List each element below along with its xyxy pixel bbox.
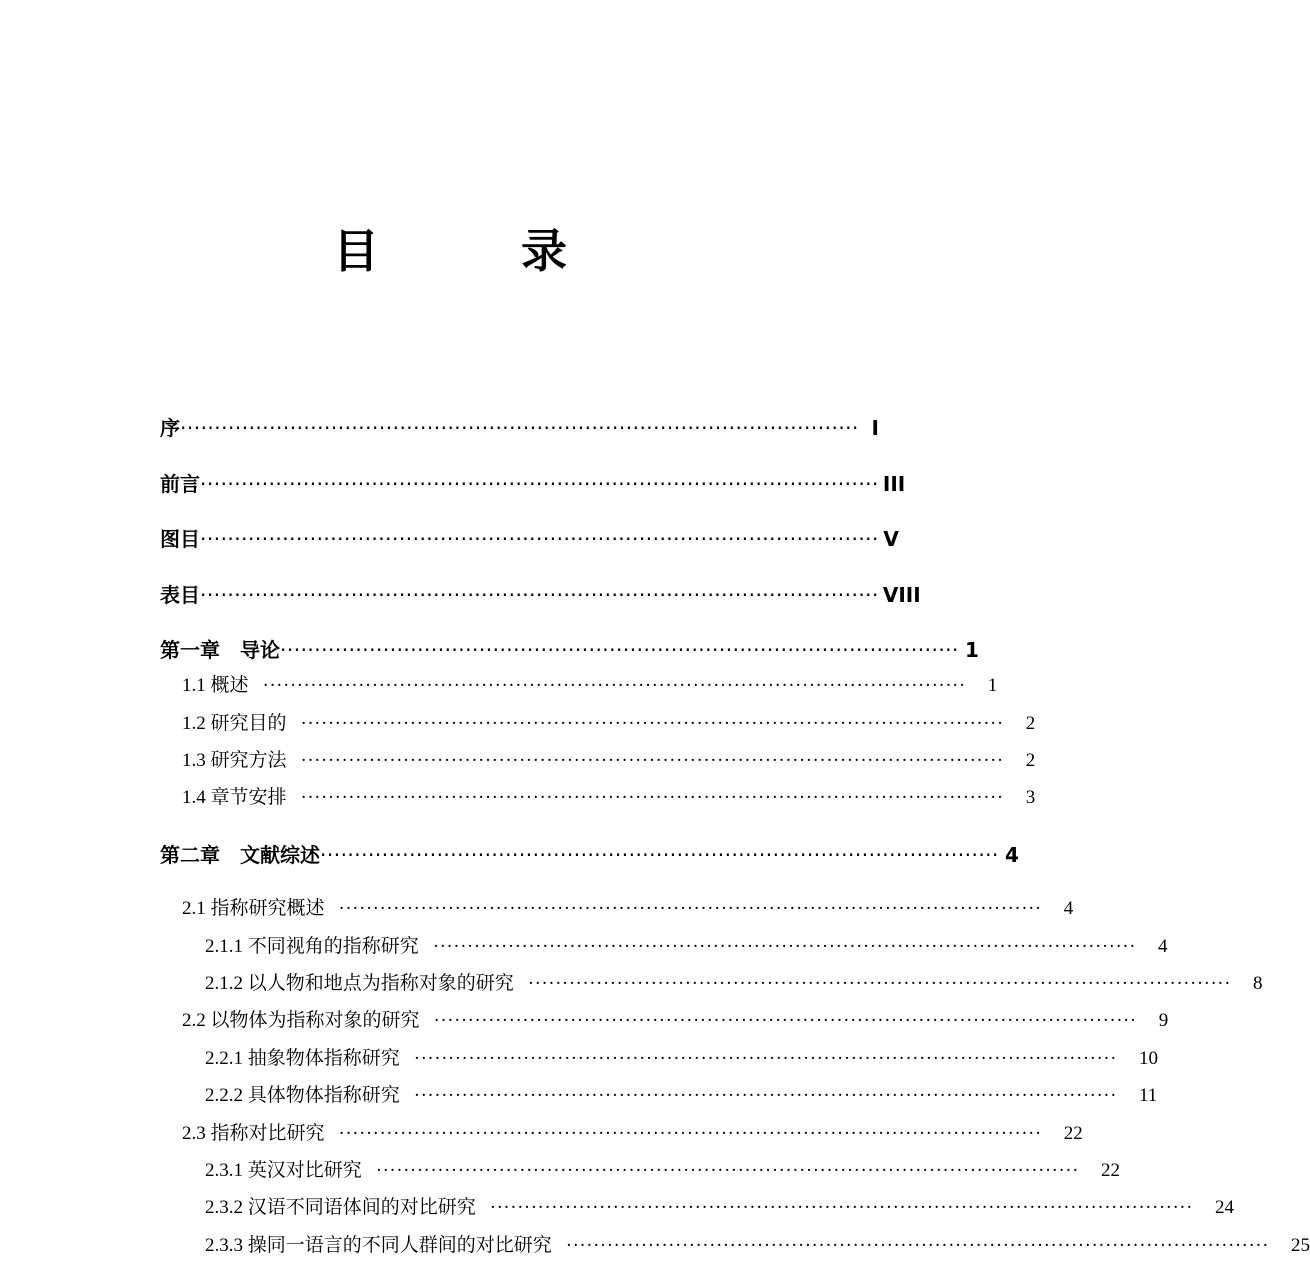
toc-label: 1.1 概述 <box>182 675 249 696</box>
toc-entry-2-2-2[interactable] <box>205 1083 1158 1109</box>
toc-entry-1-1[interactable] <box>182 673 998 699</box>
toc-label: 第一章 导论 <box>160 638 280 662</box>
toc-label: 1.3 研究方法 <box>182 750 287 771</box>
toc-leader: ··································································································· <box>200 472 879 496</box>
toc-entry-1-2[interactable] <box>182 711 1036 737</box>
toc-page-number: 2 <box>1025 713 1036 734</box>
toc-label: 第二章 文献综述 <box>160 843 320 867</box>
page-title: 目 录 <box>333 224 615 278</box>
toc-entry-list-of-tables[interactable] <box>160 581 921 609</box>
toc-label: 2.1 指称研究概述 <box>182 898 325 919</box>
toc-leader: ······································································································· <box>300 750 1004 771</box>
toc-leader: ······································································································· <box>489 1197 1193 1218</box>
toc-entry-chapter-2[interactable] <box>160 841 1019 869</box>
toc-entry-2-3-1[interactable] <box>205 1158 1120 1184</box>
toc-page-number: 22 <box>1100 1160 1120 1181</box>
toc-leader: ······································································································· <box>338 898 1042 919</box>
toc-entry-2-2[interactable] <box>182 1008 1169 1034</box>
toc-label: 2.2 以物体为指称对象的研究 <box>182 1010 420 1031</box>
toc-label: 前言 <box>160 472 200 496</box>
toc-page-number: 1 <box>987 675 998 696</box>
toc-entry-2-3-2[interactable] <box>205 1195 1234 1221</box>
toc-page-number: 22 <box>1063 1123 1083 1144</box>
toc-leader: ······································································································· <box>300 787 1004 808</box>
toc-entry-2-3[interactable] <box>182 1121 1083 1147</box>
toc-page-number: V <box>883 527 899 551</box>
toc-entry-2-2-1[interactable] <box>205 1046 1158 1072</box>
toc-entry-2-1-2[interactable] <box>205 971 1263 997</box>
toc-leader: ······································································································· <box>527 973 1231 994</box>
toc-page-number: 11 <box>1138 1085 1158 1106</box>
toc-leader: ······································································································· <box>300 713 1004 734</box>
toc-label: 2.3.1 英汉对比研究 <box>205 1160 362 1181</box>
toc-leader: ··································································································· <box>180 416 859 440</box>
toc-page-number: 2 <box>1025 750 1036 771</box>
toc-entry-preface[interactable] <box>160 414 879 442</box>
toc-label: 2.3.2 汉语不同语体间的对比研究 <box>205 1197 476 1218</box>
toc-page-number: 24 <box>1214 1197 1234 1218</box>
toc-leader: ··································································································· <box>280 638 959 662</box>
toc-page-number: VIII <box>882 583 921 607</box>
toc-leader: ··································································································· <box>320 843 999 867</box>
toc-page-number: 9 <box>1158 1010 1169 1031</box>
toc-entry-2-1[interactable] <box>182 896 1074 922</box>
toc-leader: ······································································································· <box>262 675 966 696</box>
toc-leader: ······································································································· <box>413 1085 1117 1106</box>
toc-page-number: I <box>871 416 879 440</box>
toc-page-number: 3 <box>1025 787 1036 808</box>
toc-leader: ······································································································· <box>432 936 1136 957</box>
toc-page-number: 25 <box>1290 1235 1310 1256</box>
toc-page-number: 4 <box>1157 936 1168 957</box>
toc-entry-1-3[interactable] <box>182 748 1036 774</box>
toc-page-number: 8 <box>1252 973 1263 994</box>
toc-label: 表目 <box>160 583 200 607</box>
toc-leader: ······································································································· <box>413 1048 1117 1069</box>
toc-label: 2.2.2 具体物体指称研究 <box>205 1085 400 1106</box>
toc-entry-2-3-3[interactable] <box>205 1233 1310 1259</box>
toc-page-number: 4 <box>1063 898 1074 919</box>
toc-entry-1-4[interactable] <box>182 785 1036 811</box>
toc-leader: ··································································································· <box>200 527 879 551</box>
toc-label: 图目 <box>160 527 200 551</box>
toc-leader: ······································································································· <box>565 1235 1269 1256</box>
toc-label: 2.2.1 抽象物体指称研究 <box>205 1048 400 1069</box>
toc-page-number: III <box>882 472 906 496</box>
toc-leader: ······································································································· <box>433 1010 1137 1031</box>
toc-label: 1.4 章节安排 <box>182 787 287 808</box>
toc-label: 2.1.2 以人物和地点为指称对象的研究 <box>205 973 514 994</box>
toc-entry-list-of-figures[interactable] <box>160 525 899 553</box>
toc-leader: ··································································································· <box>200 583 879 607</box>
toc-leader: ······································································································· <box>375 1160 1079 1181</box>
toc-label: 2.3 指称对比研究 <box>182 1123 325 1144</box>
toc-label: 序 <box>160 416 180 440</box>
toc-entry-foreword[interactable] <box>160 470 906 498</box>
toc-entry-2-1-1[interactable] <box>205 934 1168 960</box>
toc-entry-chapter-1[interactable] <box>160 636 979 664</box>
toc-page-number: 4 <box>1004 843 1019 867</box>
toc-page-number: 10 <box>1138 1048 1158 1069</box>
toc-label: 1.2 研究目的 <box>182 713 287 734</box>
toc-page-number: 1 <box>964 638 979 662</box>
toc-leader: ······································································································· <box>338 1123 1042 1144</box>
toc-label: 2.1.1 不同视角的指称研究 <box>205 936 419 957</box>
toc-label: 2.3.3 操同一语言的不同人群间的对比研究 <box>205 1235 552 1256</box>
